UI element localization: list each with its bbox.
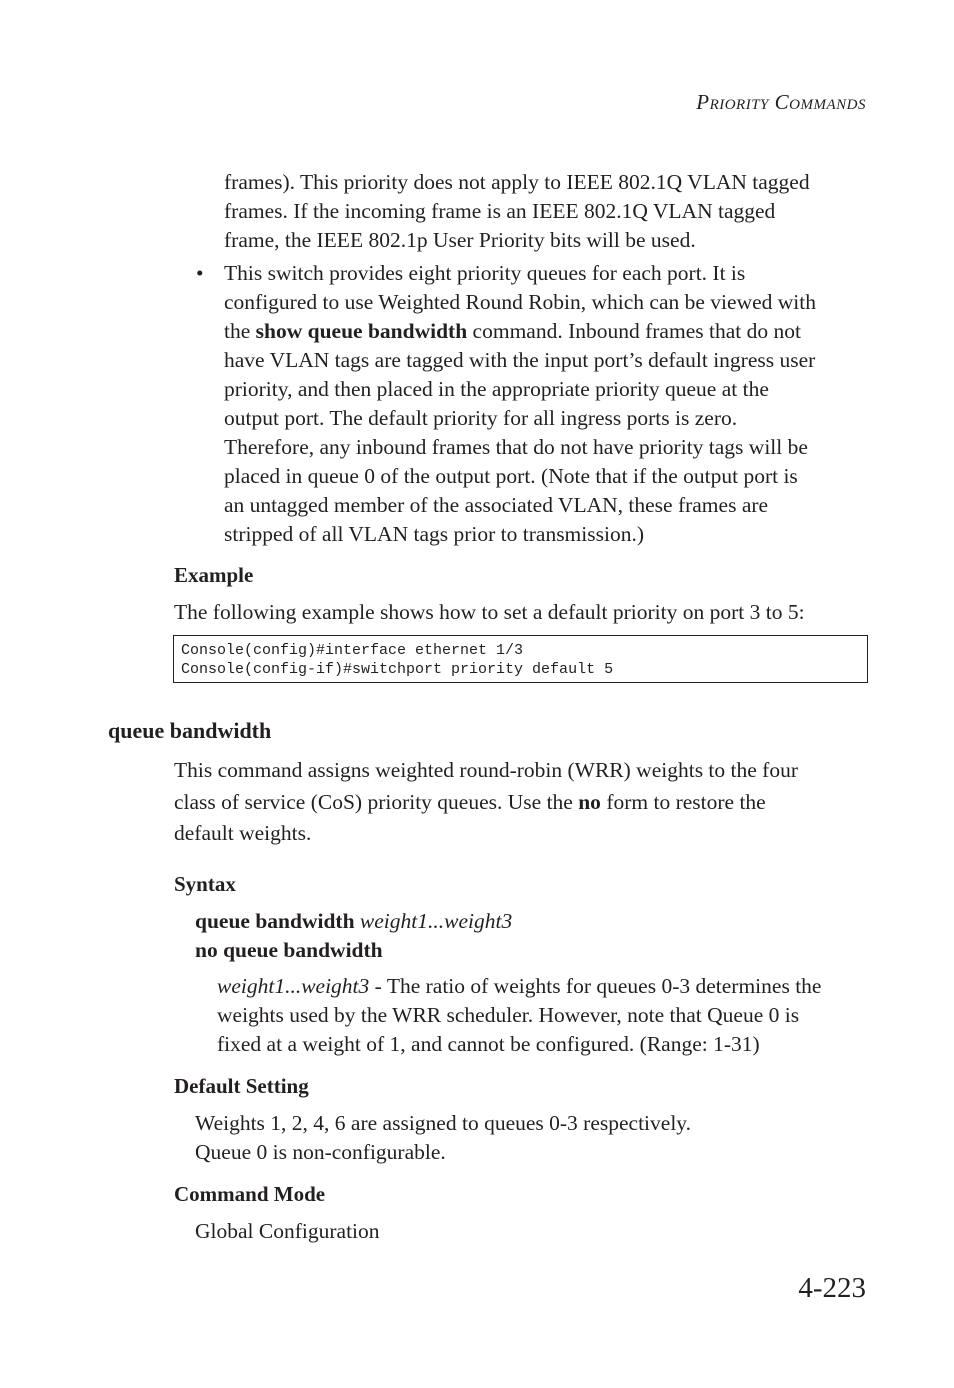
- page-number: 4-223: [798, 1272, 866, 1304]
- running-head-small-caps-2: OMMANDS: [789, 97, 866, 113]
- parameter-name: weight1...weight3: [217, 974, 370, 998]
- syntax-heading: Syntax: [174, 872, 236, 896]
- parameter-line: fixed at a weight of 1, and cannot be configured. (Range: 1-31): [217, 1032, 760, 1056]
- code-line: Console(config)#interface ethernet 1/3: [181, 642, 524, 659]
- description-line: [174, 787, 874, 819]
- bullet-line: priority, and then placed in the appropriate priority queue at the: [224, 377, 769, 401]
- default-setting-text: [195, 1109, 691, 1167]
- parameter-line: weights used by the WRR scheduler. However, note that Queue 0 is: [217, 1003, 800, 1027]
- description-text: class of service (CoS) priority queues. Use the: [174, 789, 579, 814]
- example-intro: The following example shows how to set a default priority on port 3 to 5:: [174, 600, 805, 624]
- bullet-line: stripped of all VLAN tags prior to transmission.): [224, 522, 644, 546]
- code-line: Console(config-if)#switchport priority default 5: [181, 661, 614, 678]
- command-name-bold: show queue bandwidth: [255, 319, 468, 343]
- parameter-line: [217, 972, 877, 1001]
- description-line: default weights.: [174, 821, 312, 845]
- bullet-paragraph: [224, 259, 874, 549]
- default-setting-heading: Default Setting: [174, 1074, 309, 1098]
- bullet-line: Therefore, any inbound frames that do not have priority tags will be: [224, 435, 808, 459]
- running-head-initial-p: P: [696, 90, 710, 114]
- continuation-line: frames. If the incoming frame is an IEEE 802.1Q VLAN tagged: [224, 199, 776, 223]
- bullet-line: configured to use Weighted Round Robin, which can be viewed with: [224, 290, 816, 314]
- command-mode-value: Global Configuration: [195, 1219, 380, 1243]
- syntax-no-keyword: no queue bandwidth: [195, 938, 383, 962]
- parameter-description: [217, 972, 877, 1059]
- command-mode-heading: Command Mode: [174, 1182, 326, 1206]
- bullet-line: an untagged member of the associated VLAN, these frames are: [224, 493, 769, 517]
- running-head-small-caps-1: RIORITY: [709, 97, 769, 113]
- section-title: queue bandwidth: [108, 718, 272, 743]
- bullet-line: This switch provides eight priority queues for each port. It is: [224, 261, 746, 285]
- description-text: form to restore the: [600, 789, 766, 814]
- bullet-line: placed in queue 0 of the output port. (Note that if the output port is: [224, 464, 798, 488]
- code-example-box: [173, 635, 868, 683]
- keyword-bold: no: [578, 789, 601, 814]
- running-head-initial-c: C: [774, 90, 790, 114]
- syntax-command: [195, 907, 512, 936]
- syntax-keyword: queue bandwidth: [195, 909, 355, 933]
- default-line: Queue 0 is non-configurable.: [195, 1140, 446, 1164]
- bullet-text: the: [224, 319, 256, 343]
- syntax-parameter: weight1...weight3: [359, 909, 513, 933]
- command-description: [174, 755, 874, 850]
- bullet-line: [224, 317, 874, 346]
- continuation-line: frames). This priority does not apply to IEEE 802.1Q VLAN tagged: [224, 170, 810, 194]
- continuation-paragraph: [224, 168, 874, 255]
- default-line: Weights 1, 2, 4, 6 are assigned to queues 0-3 respectively.: [195, 1111, 692, 1135]
- parameter-text: - The ratio of weights for queues 0-3 determines the: [369, 974, 822, 998]
- continuation-line: frame, the IEEE 802.1p User Priority bits will be used.: [224, 228, 696, 252]
- running-head: [696, 90, 866, 115]
- bullet-text: command. Inbound frames that do not: [467, 319, 801, 343]
- syntax-no-form: [195, 936, 383, 965]
- bullet-marker: •: [196, 261, 204, 285]
- description-line: This command assigns weighted round-robin (WRR) weights to the four: [174, 758, 798, 782]
- bullet-line: output port. The default priority for all ingress ports is zero.: [224, 406, 738, 430]
- example-heading: Example: [174, 563, 254, 587]
- bullet-line: have VLAN tags are tagged with the input port’s default ingress user: [224, 348, 816, 372]
